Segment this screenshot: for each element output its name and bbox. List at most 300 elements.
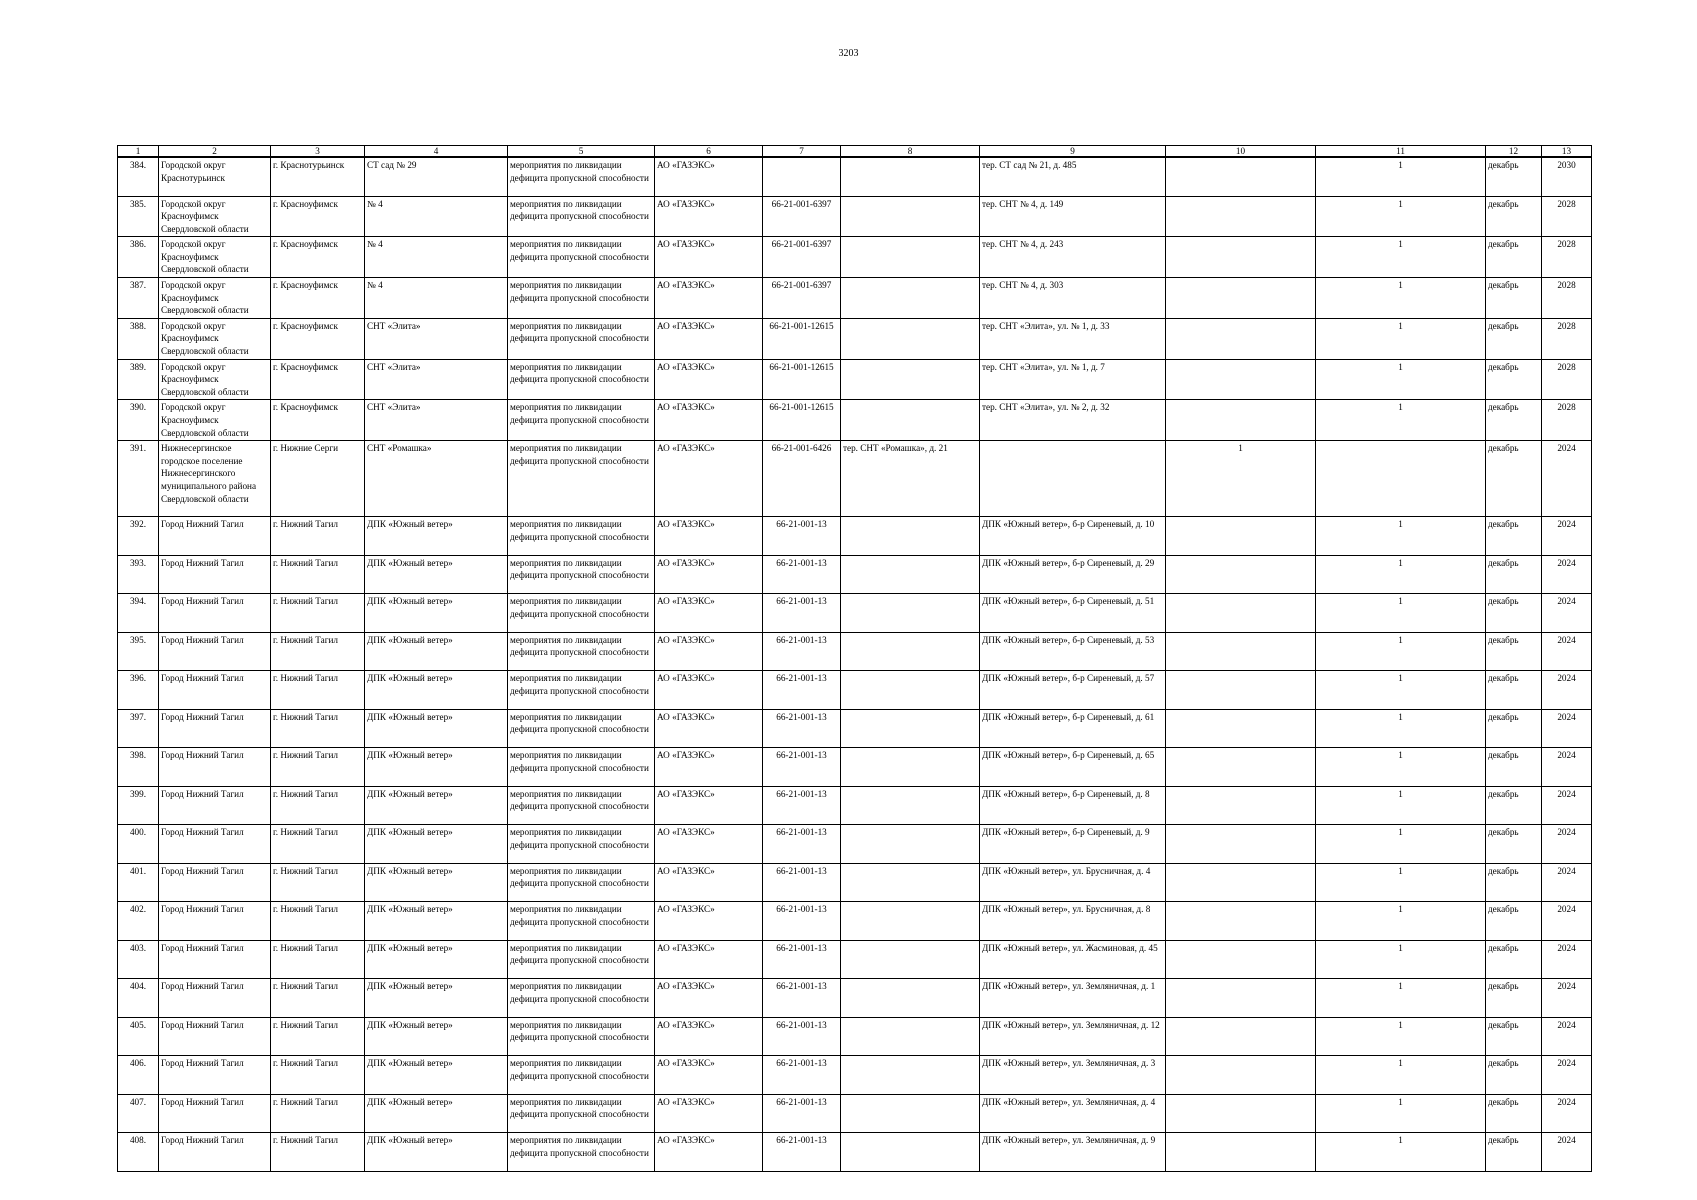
measure-cell: мероприятия по ликвидации дефицита пропускной способности <box>508 709 655 748</box>
address-9-cell: ДПК «Южный ветер», ул. Земляничная, д. 12 <box>980 1017 1166 1056</box>
municipality-cell: Город Нижний Тагил <box>159 517 271 556</box>
month-cell: декабрь <box>1486 632 1542 671</box>
organization-cell: АО «ГАЗЭКС» <box>655 1056 763 1095</box>
address-9-cell: ДПК «Южный ветер», б-р Сиреневый, д. 61 <box>980 709 1166 748</box>
address-9-cell: ДПК «Южный ветер», ул. Земляничная, д. 9 <box>980 1133 1166 1172</box>
measure-cell: мероприятия по ликвидации дефицита пропускной способности <box>508 902 655 941</box>
address-8-cell <box>841 825 980 864</box>
table-row <box>118 671 1592 710</box>
month-cell: декабрь <box>1486 400 1542 441</box>
address-9-cell: ДПК «Южный ветер», ул. Земляничная, д. 3 <box>980 1056 1166 1095</box>
settlement-cell: г. Красноуфимск <box>271 237 365 278</box>
year-cell: 2028 <box>1542 359 1592 400</box>
column-10-cell <box>1166 1017 1316 1056</box>
measure-cell: мероприятия по ликвидации дефицита пропускной способности <box>508 318 655 359</box>
organization-cell: АО «ГАЗЭКС» <box>655 979 763 1018</box>
municipality-cell: Город Нижний Тагил <box>159 863 271 902</box>
row-number: 403. <box>118 940 159 979</box>
measure-cell: мероприятия по ликвидации дефицита пропускной способности <box>508 1056 655 1095</box>
code-cell: 66-21-001-13 <box>763 517 841 556</box>
address-9-cell: тер. СНТ № 4, д. 243 <box>980 237 1166 278</box>
object-cell: № 4 <box>365 237 508 278</box>
row-number: 393. <box>118 555 159 594</box>
month-cell: декабрь <box>1486 748 1542 787</box>
column-11-cell: 1 <box>1316 594 1486 633</box>
address-8-cell <box>841 517 980 556</box>
year-cell: 2028 <box>1542 237 1592 278</box>
object-cell: СНТ «Элита» <box>365 400 508 441</box>
column-10-cell <box>1166 979 1316 1018</box>
month-cell: декабрь <box>1486 157 1542 196</box>
row-number: 394. <box>118 594 159 633</box>
measure-cell: мероприятия по ликвидации дефицита пропускной способности <box>508 632 655 671</box>
column-11-cell: 1 <box>1316 318 1486 359</box>
organization-cell: АО «ГАЗЭКС» <box>655 278 763 319</box>
table-row <box>118 1056 1592 1095</box>
column-10-cell <box>1166 786 1316 825</box>
object-cell: ДПК «Южный ветер» <box>365 1056 508 1095</box>
code-cell: 66-21-001-6397 <box>763 196 841 237</box>
year-cell: 2024 <box>1542 825 1592 864</box>
municipality-cell: Город Нижний Тагил <box>159 1094 271 1133</box>
month-cell: декабрь <box>1486 1056 1542 1095</box>
measure-cell: мероприятия по ликвидации дефицита пропускной способности <box>508 237 655 278</box>
column-10-cell <box>1166 671 1316 710</box>
row-number: 389. <box>118 359 159 400</box>
organization-cell: АО «ГАЗЭКС» <box>655 400 763 441</box>
municipality-cell: Город Нижний Тагил <box>159 671 271 710</box>
column-11-cell: 1 <box>1316 1017 1486 1056</box>
address-8-cell <box>841 902 980 941</box>
column-10-cell <box>1166 940 1316 979</box>
row-number: 384. <box>118 157 159 196</box>
column-10-cell <box>1166 359 1316 400</box>
column-11-cell: 1 <box>1316 278 1486 319</box>
address-9-cell: ДПК «Южный ветер», б-р Сиреневый, д. 53 <box>980 632 1166 671</box>
address-9-cell: ДПК «Южный ветер», б-р Сиреневый, д. 8 <box>980 786 1166 825</box>
table-row <box>118 748 1592 787</box>
table-row <box>118 940 1592 979</box>
table-row <box>118 555 1592 594</box>
measure-cell: мероприятия по ликвидации дефицита пропускной способности <box>508 1017 655 1056</box>
settlement-cell: г. Нижний Тагил <box>271 1094 365 1133</box>
organization-cell: АО «ГАЗЭКС» <box>655 555 763 594</box>
column-10-cell <box>1166 318 1316 359</box>
month-cell: декабрь <box>1486 1017 1542 1056</box>
column-header: 2 <box>159 146 271 158</box>
column-header: 4 <box>365 146 508 158</box>
address-8-cell <box>841 594 980 633</box>
settlement-cell: г. Нижний Тагил <box>271 1017 365 1056</box>
column-header: 5 <box>508 146 655 158</box>
row-number: 405. <box>118 1017 159 1056</box>
column-11-cell: 1 <box>1316 1094 1486 1133</box>
municipality-cell: Городской округ Красноуфимск Свердловской области <box>159 278 271 319</box>
settlement-cell: г. Красноуфимск <box>271 359 365 400</box>
object-cell: ДПК «Южный ветер» <box>365 1094 508 1133</box>
code-cell: 66-21-001-13 <box>763 786 841 825</box>
column-header: 11 <box>1316 146 1486 158</box>
address-8-cell <box>841 400 980 441</box>
column-header: 9 <box>980 146 1166 158</box>
page-number: 3203 <box>838 48 859 59</box>
settlement-cell: г. Нижний Тагил <box>271 1133 365 1172</box>
column-10-cell <box>1166 594 1316 633</box>
column-11-cell: 1 <box>1316 1056 1486 1095</box>
month-cell: декабрь <box>1486 1133 1542 1172</box>
settlement-cell: г. Красноуфимск <box>271 400 365 441</box>
code-cell: 66-21-001-13 <box>763 671 841 710</box>
address-9-cell: ДПК «Южный ветер», ул. Земляничная, д. 4 <box>980 1094 1166 1133</box>
column-header: 1 <box>118 146 159 158</box>
municipality-cell: Город Нижний Тагил <box>159 902 271 941</box>
column-10-cell: 1 <box>1166 441 1316 517</box>
code-cell: 66-21-001-6397 <box>763 237 841 278</box>
month-cell: декабрь <box>1486 441 1542 517</box>
object-cell: ДПК «Южный ветер» <box>365 709 508 748</box>
month-cell: декабрь <box>1486 278 1542 319</box>
code-cell: 66-21-001-12615 <box>763 400 841 441</box>
row-number: 385. <box>118 196 159 237</box>
measure-cell: мероприятия по ликвидации дефицита пропускной способности <box>508 863 655 902</box>
municipality-cell: Нижнесергинское городское поселение Нижнесергинского муниципального района Свердловской области <box>159 441 271 517</box>
column-10-cell <box>1166 748 1316 787</box>
measure-cell: мероприятия по ликвидации дефицита пропускной способности <box>508 1094 655 1133</box>
object-cell: ДПК «Южный ветер» <box>365 671 508 710</box>
column-11-cell: 1 <box>1316 517 1486 556</box>
column-header: 8 <box>841 146 980 158</box>
object-cell: ДПК «Южный ветер» <box>365 1133 508 1172</box>
address-8-cell <box>841 979 980 1018</box>
year-cell: 2024 <box>1542 441 1592 517</box>
municipality-cell: Город Нижний Тагил <box>159 555 271 594</box>
organization-cell: АО «ГАЗЭКС» <box>655 157 763 196</box>
table-row <box>118 157 1592 196</box>
address-9-cell: ДПК «Южный ветер», б-р Сиреневый, д. 10 <box>980 517 1166 556</box>
code-cell: 66-21-001-13 <box>763 709 841 748</box>
municipality-cell: Город Нижний Тагил <box>159 1056 271 1095</box>
row-number: 392. <box>118 517 159 556</box>
year-cell: 2024 <box>1542 748 1592 787</box>
column-10-cell <box>1166 709 1316 748</box>
column-10-cell <box>1166 1094 1316 1133</box>
municipality-cell: Город Нижний Тагил <box>159 940 271 979</box>
settlement-cell: г. Нижний Тагил <box>271 1056 365 1095</box>
settlement-cell: г. Красноуфимск <box>271 318 365 359</box>
address-9-cell: тер. СТ сад № 21, д. 485 <box>980 157 1166 196</box>
code-cell: 66-21-001-12615 <box>763 318 841 359</box>
address-8-cell <box>841 555 980 594</box>
address-8-cell <box>841 863 980 902</box>
object-cell: ДПК «Южный ветер» <box>365 632 508 671</box>
column-11-cell <box>1316 441 1486 517</box>
year-cell: 2024 <box>1542 1133 1592 1172</box>
year-cell: 2024 <box>1542 940 1592 979</box>
row-number: 395. <box>118 632 159 671</box>
settlement-cell: г. Красноуфимск <box>271 278 365 319</box>
column-11-cell: 1 <box>1316 555 1486 594</box>
organization-cell: АО «ГАЗЭКС» <box>655 786 763 825</box>
organization-cell: АО «ГАЗЭКС» <box>655 748 763 787</box>
settlement-cell: г. Нижний Тагил <box>271 594 365 633</box>
address-8-cell <box>841 1056 980 1095</box>
address-9-cell: ДПК «Южный ветер», ул. Брусничная, д. 4 <box>980 863 1166 902</box>
column-11-cell: 1 <box>1316 979 1486 1018</box>
column-10-cell <box>1166 278 1316 319</box>
year-cell: 2028 <box>1542 278 1592 319</box>
address-9-cell: тер. СНТ «Элита», ул. № 1, д. 33 <box>980 318 1166 359</box>
municipality-cell: Городской округ Красноуфимск Свердловской области <box>159 359 271 400</box>
address-8-cell <box>841 709 980 748</box>
settlement-cell: г. Нижний Тагил <box>271 632 365 671</box>
address-8-cell <box>841 157 980 196</box>
settlement-cell: г. Нижний Тагил <box>271 940 365 979</box>
address-8-cell <box>841 1017 980 1056</box>
column-11-cell: 1 <box>1316 237 1486 278</box>
address-8-cell <box>841 359 980 400</box>
code-cell: 66-21-001-13 <box>763 748 841 787</box>
code-cell: 66-21-001-13 <box>763 1133 841 1172</box>
table-row <box>118 1094 1592 1133</box>
address-9-cell: ДПК «Южный ветер», б-р Сиреневый, д. 51 <box>980 594 1166 633</box>
column-10-cell <box>1166 555 1316 594</box>
row-number: 386. <box>118 237 159 278</box>
column-10-cell <box>1166 863 1316 902</box>
column-11-cell: 1 <box>1316 825 1486 864</box>
table-row <box>118 359 1592 400</box>
municipality-cell: Город Нижний Тагил <box>159 979 271 1018</box>
address-9-cell: ДПК «Южный ветер», б-р Сиреневый, д. 57 <box>980 671 1166 710</box>
measure-cell: мероприятия по ликвидации дефицита пропускной способности <box>508 786 655 825</box>
municipality-cell: Город Нижний Тагил <box>159 825 271 864</box>
address-9-cell: ДПК «Южный ветер», б-р Сиреневый, д. 29 <box>980 555 1166 594</box>
organization-cell: АО «ГАЗЭКС» <box>655 441 763 517</box>
address-9-cell: тер. СНТ «Элита», ул. № 1, д. 7 <box>980 359 1166 400</box>
organization-cell: АО «ГАЗЭКС» <box>655 1094 763 1133</box>
year-cell: 2024 <box>1542 786 1592 825</box>
month-cell: декабрь <box>1486 671 1542 710</box>
measure-cell: мероприятия по ликвидации дефицита пропускной способности <box>508 517 655 556</box>
column-10-cell <box>1166 1133 1316 1172</box>
object-cell: СНТ «Элита» <box>365 359 508 400</box>
code-cell: 66-21-001-13 <box>763 825 841 864</box>
object-cell: ДПК «Южный ветер» <box>365 555 508 594</box>
table-row <box>118 196 1592 237</box>
municipality-cell: Городской округ Красноуфимск Свердловской области <box>159 400 271 441</box>
object-cell: СНТ «Ромашка» <box>365 441 508 517</box>
object-cell: ДПК «Южный ветер» <box>365 902 508 941</box>
measure-cell: мероприятия по ликвидации дефицита пропускной способности <box>508 555 655 594</box>
code-cell: 66-21-001-13 <box>763 979 841 1018</box>
table-row <box>118 825 1592 864</box>
measure-cell: мероприятия по ликвидации дефицита пропускной способности <box>508 400 655 441</box>
measure-cell: мероприятия по ликвидации дефицита пропускной способности <box>508 748 655 787</box>
measure-cell: мероприятия по ликвидации дефицита пропускной способности <box>508 594 655 633</box>
settlement-cell: г. Нижний Тагил <box>271 517 365 556</box>
table-row <box>118 278 1592 319</box>
settlement-cell: г. Нижние Серги <box>271 441 365 517</box>
row-number: 404. <box>118 979 159 1018</box>
address-9-cell: тер. СНТ № 4, д. 149 <box>980 196 1166 237</box>
organization-cell: АО «ГАЗЭКС» <box>655 825 763 864</box>
address-9-cell: ДПК «Южный ветер», б-р Сиреневый, д. 9 <box>980 825 1166 864</box>
measure-cell: мероприятия по ликвидации дефицита пропускной способности <box>508 940 655 979</box>
year-cell: 2024 <box>1542 594 1592 633</box>
object-cell: ДПК «Южный ветер» <box>365 863 508 902</box>
settlement-cell: г. Краснотурьинск <box>271 157 365 196</box>
year-cell: 2024 <box>1542 863 1592 902</box>
year-cell: 2028 <box>1542 400 1592 441</box>
year-cell: 2024 <box>1542 632 1592 671</box>
row-number: 397. <box>118 709 159 748</box>
organization-cell: АО «ГАЗЭКС» <box>655 709 763 748</box>
month-cell: декабрь <box>1486 517 1542 556</box>
measure-cell: мероприятия по ликвидации дефицита пропускной способности <box>508 1133 655 1172</box>
address-9-cell: тер. СНТ № 4, д. 303 <box>980 278 1166 319</box>
object-cell: СНТ «Элита» <box>365 318 508 359</box>
organization-cell: АО «ГАЗЭКС» <box>655 632 763 671</box>
municipality-cell: Городской округ Красноуфимск Свердловской области <box>159 237 271 278</box>
column-header: 7 <box>763 146 841 158</box>
municipality-cell: Город Нижний Тагил <box>159 632 271 671</box>
row-number: 388. <box>118 318 159 359</box>
year-cell: 2024 <box>1542 555 1592 594</box>
measure-cell: мероприятия по ликвидации дефицита пропускной способности <box>508 825 655 864</box>
row-number: 387. <box>118 278 159 319</box>
object-cell: ДПК «Южный ветер» <box>365 786 508 825</box>
row-number: 402. <box>118 902 159 941</box>
data-table <box>117 145 1592 1172</box>
column-10-cell <box>1166 400 1316 441</box>
table-row <box>118 709 1592 748</box>
row-number: 398. <box>118 748 159 787</box>
column-header: 10 <box>1166 146 1316 158</box>
object-cell: ДПК «Южный ветер» <box>365 825 508 864</box>
address-9-cell: ДПК «Южный ветер», б-р Сиреневый, д. 65 <box>980 748 1166 787</box>
address-9-cell: тер. СНТ «Элита», ул. № 2, д. 32 <box>980 400 1166 441</box>
table-row <box>118 318 1592 359</box>
code-cell: 66-21-001-6426 <box>763 441 841 517</box>
column-10-cell <box>1166 237 1316 278</box>
row-number: 400. <box>118 825 159 864</box>
address-8-cell <box>841 940 980 979</box>
row-number: 396. <box>118 671 159 710</box>
settlement-cell: г. Нижний Тагил <box>271 825 365 864</box>
organization-cell: АО «ГАЗЭКС» <box>655 318 763 359</box>
year-cell: 2030 <box>1542 157 1592 196</box>
year-cell: 2028 <box>1542 318 1592 359</box>
column-11-cell: 1 <box>1316 748 1486 787</box>
object-cell: № 4 <box>365 196 508 237</box>
row-number: 391. <box>118 441 159 517</box>
column-11-cell: 1 <box>1316 863 1486 902</box>
address-8-cell <box>841 786 980 825</box>
organization-cell: АО «ГАЗЭКС» <box>655 517 763 556</box>
header-row <box>118 146 1592 158</box>
object-cell: СТ сад № 29 <box>365 157 508 196</box>
measure-cell: мероприятия по ликвидации дефицита пропускной способности <box>508 359 655 400</box>
object-cell: ДПК «Южный ветер» <box>365 940 508 979</box>
table-row <box>118 237 1592 278</box>
table-body <box>118 157 1592 1171</box>
object-cell: ДПК «Южный ветер» <box>365 748 508 787</box>
month-cell: декабрь <box>1486 709 1542 748</box>
column-header: 13 <box>1542 146 1592 158</box>
column-11-cell: 1 <box>1316 786 1486 825</box>
month-cell: декабрь <box>1486 318 1542 359</box>
measure-cell: мероприятия по ликвидации дефицита пропускной способности <box>508 157 655 196</box>
address-9-cell: ДПК «Южный ветер», ул. Жасминовая, д. 45 <box>980 940 1166 979</box>
table-row <box>118 1133 1592 1172</box>
object-cell: ДПК «Южный ветер» <box>365 594 508 633</box>
address-9-cell: ДПК «Южный ветер», ул. Земляничная, д. 1 <box>980 979 1166 1018</box>
column-11-cell: 1 <box>1316 1133 1486 1172</box>
month-cell: декабрь <box>1486 902 1542 941</box>
code-cell: 66-21-001-13 <box>763 1017 841 1056</box>
column-header: 12 <box>1486 146 1542 158</box>
code-cell <box>763 157 841 196</box>
year-cell: 2028 <box>1542 196 1592 237</box>
object-cell: ДПК «Южный ветер» <box>365 1017 508 1056</box>
table-row <box>118 441 1592 517</box>
month-cell: декабрь <box>1486 555 1542 594</box>
municipality-cell: Город Нижний Тагил <box>159 709 271 748</box>
address-8-cell <box>841 237 980 278</box>
year-cell: 2024 <box>1542 709 1592 748</box>
municipality-cell: Город Нижний Тагил <box>159 1017 271 1056</box>
month-cell: декабрь <box>1486 979 1542 1018</box>
table-row <box>118 594 1592 633</box>
code-cell: 66-21-001-13 <box>763 1056 841 1095</box>
table-row <box>118 786 1592 825</box>
row-number: 406. <box>118 1056 159 1095</box>
month-cell: декабрь <box>1486 1094 1542 1133</box>
municipality-cell: Город Нижний Тагил <box>159 786 271 825</box>
settlement-cell: г. Нижний Тагил <box>271 748 365 787</box>
table-row <box>118 979 1592 1018</box>
table-row <box>118 517 1592 556</box>
column-10-cell <box>1166 632 1316 671</box>
code-cell: 66-21-001-13 <box>763 902 841 941</box>
measure-cell: мероприятия по ликвидации дефицита пропускной способности <box>508 196 655 237</box>
settlement-cell: г. Нижний Тагил <box>271 863 365 902</box>
settlement-cell: г. Нижний Тагил <box>271 709 365 748</box>
organization-cell: АО «ГАЗЭКС» <box>655 940 763 979</box>
code-cell: 66-21-001-13 <box>763 940 841 979</box>
year-cell: 2024 <box>1542 1017 1592 1056</box>
column-11-cell: 1 <box>1316 709 1486 748</box>
year-cell: 2024 <box>1542 1056 1592 1095</box>
code-cell: 66-21-001-13 <box>763 1094 841 1133</box>
organization-cell: АО «ГАЗЭКС» <box>655 196 763 237</box>
year-cell: 2024 <box>1542 671 1592 710</box>
organization-cell: АО «ГАЗЭКС» <box>655 902 763 941</box>
year-cell: 2024 <box>1542 1094 1592 1133</box>
address-9-cell: ДПК «Южный ветер», ул. Брусничная, д. 8 <box>980 902 1166 941</box>
column-10-cell <box>1166 902 1316 941</box>
year-cell: 2024 <box>1542 902 1592 941</box>
table-row <box>118 400 1592 441</box>
table-row <box>118 1017 1592 1056</box>
code-cell: 66-21-001-6397 <box>763 278 841 319</box>
table-row <box>118 632 1592 671</box>
column-11-cell: 1 <box>1316 157 1486 196</box>
year-cell: 2024 <box>1542 979 1592 1018</box>
municipality-cell: Город Нижний Тагил <box>159 1133 271 1172</box>
row-number: 399. <box>118 786 159 825</box>
municipality-cell: Городской округ Красноуфимск Свердловской области <box>159 196 271 237</box>
column-10-cell <box>1166 196 1316 237</box>
